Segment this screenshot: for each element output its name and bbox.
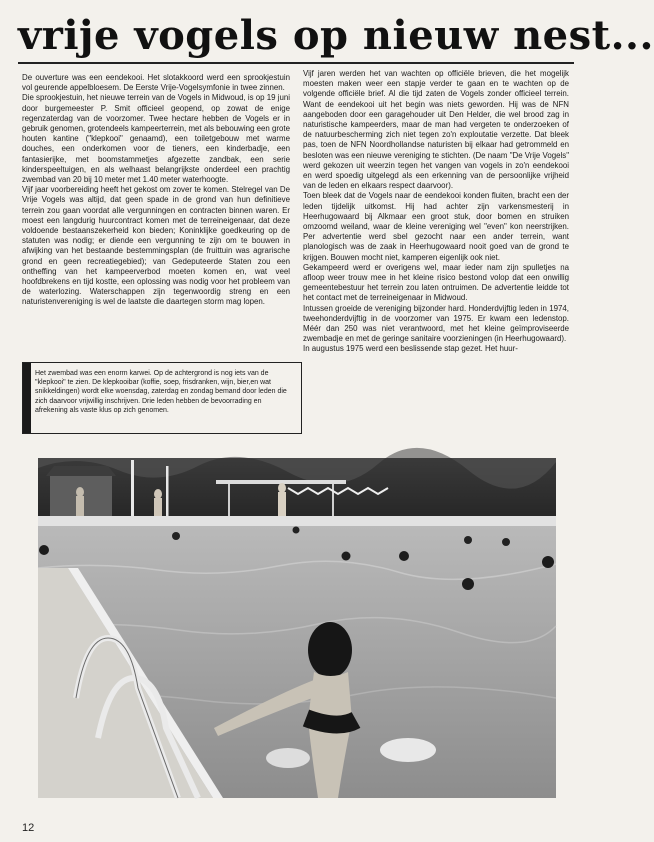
paragraph: Vijf jaar voorbereiding heeft het gekost om zover te komen. Stelregel van De Vrije Vogels was altijd, dat geen spade in de grond van hun definitieve terrein zou gaan voordat alle vergunningen en contracten binnen waren. Er moest een langdurig huurcontract komen met de terreineigenaar, dat deze voldoende bestaanszekerheid kon bieden; Koninklijke goedkeuring op de statuten was nodig; er diende een vergunning te zijn om te bouwen in afwijking van het bestaande bestemmingsplan (de fruittuin was agrarische grond en geen recreatiegebied); van Gedeputeerde Staten zou een ontheffing van het kampeerverbod moeten komen en, wat veel hoofdbrekens en tijd kostte, een oplossing was nodig voor het probleem van de waterlozing. Waterschappen zijn tegenwoordig streng en een naturistenvereniging is wel de laatste die daartegen storm mag lopen.	[22, 185, 290, 307]
photo-caption: Het zwembad was een enorm karwei. Op de achtergrond is nog iets van de "klepkooi" te zien. De klepkooibar (koffie, soep, frisdranken, wijn, bier,en wat snikkeldingen) wordt elke woensdag, zaterdag en zondag bemand door leden die zich daarvoor vrijwillig inschrijven. Drie leden hebben de bevoorrading en afrekening als vaste klus op zich genomen.	[35, 370, 287, 414]
page-number: 12	[22, 822, 35, 834]
caption-accent-bar	[23, 363, 31, 433]
paragraph: Toen bleek dat de Vogels naar de eendekooi konden fluiten, bracht een der leden tijdelijk uitkomst. Hij had achter zijn varkensmesterij in Heerhugowaard bij Alkmaar een groot stuk, door bomen en struiken omzoomd weiland, waar de kleine vereniging wel "even" kon neerstrijken. Per advertentie werd sbel gezocht naar een ander terrein, want planologisch was de zaak in Heerhugowaard nooit goed van de grond te krijgen. Bouwen mocht niet, kamperen eigenlijk ook niet.	[303, 191, 569, 262]
girl-hair	[308, 622, 352, 678]
paragraph: Gekampeerd werd er overigens wel, maar ieder nam zijn spulletjes na afloop weer trouw mee in het kleine risico bestond volop dat een onwillig gemeentebestuur het terrein zou laten ontruimen. De advertentie leidde tot het contact met de terreineigenaar in Midwoud.	[303, 262, 569, 303]
paragraph: In augustus 1975 werd een beslissende stap gezet. Het huur-	[303, 344, 518, 354]
inflatable-float	[380, 738, 436, 762]
right-text-column	[303, 69, 569, 355]
swimming-pool-photo	[38, 458, 556, 798]
paragraph: Die sprookjestuin, het nieuwe terrein van de Vogels in Midwoud, is op 19 juni door burgemeester P. Smit officieel geopend, op zowat de enige regenzaterdag van de voorzomer. Twee hectare hebben de Vogels er in gebruik genomen, grotendeels kampeerterrein, met als bebouwing een grote houten kantine ("klepkooi" genaamd), een toiletgebouw met warme douches, een onderkomen voor de tieners, een kinderbadje, een fantasierijke, met boomstammetjes afgezette zandbak, een serie kinderspeeltuigen, en als welhaast belangrijkste onderdeel een prachtig zwembad van 20 bij 10 meter met 1.40 meter waterhoogte.	[22, 93, 290, 185]
pool-illustration	[38, 458, 556, 798]
pool-edge	[38, 516, 556, 526]
paragraph: Intussen groeide de vereniging bijzonder hard. Honderdvijftig leden in 1974, tweehonderdvijftig in de voorzomer van 1975. Er kwam een ledenstop. Méér dan 250 was niet verantwoord, met het kleine geïmproviseerde zwembadje en met de geringe sanitaire voorzieningen (in Heerhugowaard).	[303, 303, 569, 344]
paragraph: De ouverture was een eendekooi. Het slotakkoord werd een sprookjestuin vol geurende appelbloesem. De Eerste Vrije-Vogelsymfonie in twee zinnen.	[22, 73, 290, 93]
paragraph: Vijf jaren werden het van wachten op officiële brieven, die het mogelijk moesten maken weer een stapje verder te gaan en te wachten op de volgende officiële brief. Al die tijd zaten de Vogels zonder officieel terrein. Want de eendekooi uit het begin was niets geworden. Hij was de NFN aangeboden door een garagehouder uit Den Helder, die wel brood zag in naturistische kampeerders, maar de man had vergeten te onderzoeken of de natuurbescherming zich niet tegen zo'n exploutatie verzette. Dat bleek pas, toen de NFN Noordhollandse naturisten bij elkaar had getrommeld en besloten was een nieuwe vereniging te stichten. (De naam "De Vrije Vogels" werd gekozen uit weerzin tegen het vangen van vogels in zo'n eendekooi en werd spoedig uitgelegd als een erkenning van de persoonlijke vrijheid van de leden en elkaars respect daarvoor).	[303, 69, 569, 191]
headline-rule	[18, 62, 574, 64]
photo-caption-box	[22, 362, 302, 434]
article-headline: vrije vogels op nieuw nest...	[18, 12, 654, 59]
left-text-column	[22, 73, 290, 308]
